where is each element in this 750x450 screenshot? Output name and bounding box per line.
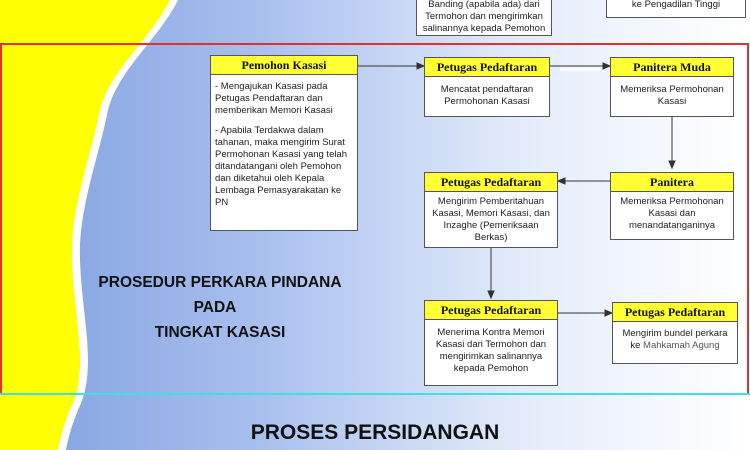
top-box-line-2: Termohon dan mengirimkan: [425, 11, 543, 22]
top-box-pengadilan-tinggi: [606, 0, 746, 18]
bottom-section-title: PROSES PERSIDANGAN: [250, 421, 500, 444]
top-box-banding: [416, 0, 552, 36]
top-box-right-line: ke Pengadilan Tinggi: [631, 0, 721, 10]
box-title: Panitera Muda: [611, 58, 733, 77]
box-pemohon-kasasi: [210, 55, 358, 231]
main-title: [40, 270, 400, 345]
box-panitera: [610, 172, 734, 240]
box-text: Mengirim Pemberitahuan Kasasi, Memori Kasasi, dan Inzaghe (Pemeriksaan Berkas): [432, 196, 550, 243]
box-title: Petugas Pedaftaran: [425, 301, 557, 320]
box-petugas-pendaftaran-3: [424, 300, 558, 386]
main-title-line-2: PADA: [193, 299, 237, 316]
box-title: Petugas Pedaftaran: [425, 58, 549, 77]
box-text: Memeriksa Permohonan Kasasi dan menandatanganinya: [620, 196, 724, 231]
top-box-line-1: Banding (apabila ada) dari: [428, 0, 540, 10]
main-title-line-3: TINGKAT KASASI: [154, 324, 286, 341]
box-paragraph-1: - Mengajukan Kasasi pada Petugas Pendaftaran dan memberikan Memori Kasasi: [215, 81, 333, 116]
box-panitera-muda: [610, 57, 734, 117]
box-petugas-pendaftaran-1: [424, 57, 550, 117]
box-petugas-pendaftaran-4: [612, 302, 738, 364]
box-title: Petugas Pedaftaran: [613, 303, 737, 322]
box-body: [211, 75, 357, 223]
box-text: Menerima Kontra Memori Kasasi dari Termohon dan mengirimkan salinannya kepada Pemohon: [435, 327, 547, 374]
white-marker-bar: [560, 68, 600, 71]
box-title: Petugas Pedaftaran: [425, 173, 557, 192]
box-paragraph-2: - Apabila Terdakwa dalam tahanan, maka mengirim Surat Permohonan Kasasi yang telah ditandatangani oleh Pemohon dan diketahui oleh Kepala Lembaga Pemasyarakatan ke PN: [215, 125, 348, 208]
box-petugas-pendaftaran-2: [424, 172, 558, 248]
box-title: Panitera: [611, 173, 733, 192]
top-box-line-3: salinannya kepada Pemohon: [422, 23, 546, 34]
main-title-line-1: PROSEDUR PERKARA PINDANA: [98, 274, 342, 291]
box-text-prefix: Mengirim bundel perkara ke: [622, 328, 728, 351]
box-text: Memeriksa Permohonan Kasasi: [620, 84, 724, 107]
box-text-highlight: Mahkamah Agung: [643, 340, 720, 351]
box-text: Mencatat pendaftaran Permohonan Kasasi: [440, 84, 534, 107]
box-text: [613, 322, 737, 356]
box-title: Pemohon Kasasi: [211, 56, 357, 75]
